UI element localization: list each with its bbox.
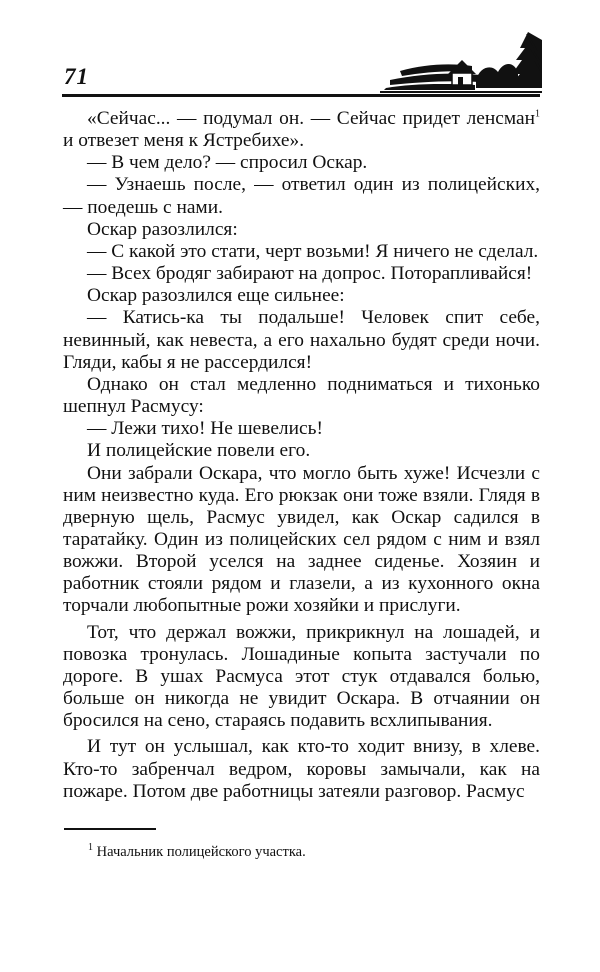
paragraph: — С какой это стати, черт возьми! Я ничего не сделал.: [87, 240, 539, 262]
page-number: 71: [64, 64, 89, 89]
paragraph: Оскар разозлился:: [87, 218, 238, 240]
paragraph: — В чем дело? — спросил Оскар.: [87, 152, 368, 174]
footnote-text: Начальник полицейского участка.: [96, 844, 306, 860]
paragraph: — Лежи тихо! Не шевелись!: [87, 418, 323, 440]
paragraph: Оскар разозлился еще сильнее:: [87, 285, 345, 307]
footnote-rule: [64, 828, 156, 830]
page-header: [62, 30, 540, 100]
paragraph: Тот, что держал вожжи, прикрикнул на лошадей, и повозка тронулась. Лошадиные копыта застучали по дороге. В ушах Расмуса этот стук отдавался болью, больше он никогда не увидит Оскара. В отчаянии он бросился на сено, стараясь подавить всхлипывания.: [63, 621, 540, 732]
paragraph: И полицейские повели его.: [87, 440, 311, 462]
footnote-reference: 1: [535, 108, 540, 120]
paragraph: Они забрали Оскара, что могло быть хуже! Исчезли с ним неизвестно куда. Его рюкзак они тоже взяли. Глядя в дверную щель, Расмус увидел, как Оскар садился в таратайку. Один из полицейских сел рядом с ним и взял вожжи. Второй уселся на заднее сиденье. Хозяин и работник стояли рядом и глазели, а из кухонного окна торчали любопытные рожи хозяйки и прислуги.: [63, 462, 540, 617]
landscape-vignette-icon: [380, 30, 542, 96]
header-rule: [62, 94, 540, 97]
paragraph: — Всех бродяг забирают на допрос. Поторапливайся!: [87, 263, 533, 285]
paragraph: — Катись-ка ты подальше! Человек спит себе, невинный, как невеста, а его нахально будят среди ночи. Гляди, кабы я не рассердился!: [63, 307, 540, 373]
footnote-marker: 1: [88, 842, 93, 854]
paragraph: Однако он стал медленно подниматься и тихонько шепнул Расмусу:: [63, 373, 540, 418]
paragraph: — Узнаешь после, — ответил один из полицейских, — поедешь с нами.: [63, 174, 540, 218]
footnote: [88, 843, 306, 861]
body-text: [63, 108, 540, 803]
paragraph: И тут он услышал, как кто-то ходит внизу, в хлеве. Кто-то забренчал ведром, коровы замычали, как на пожаре. Потом две работницы затеяли разговор. Расмус: [63, 736, 540, 802]
paragraph: «Сейчас... — подумал он. — Сейчас придет ленсман$^1$ и отвезет меня к Ястребихе».: [63, 108, 540, 152]
